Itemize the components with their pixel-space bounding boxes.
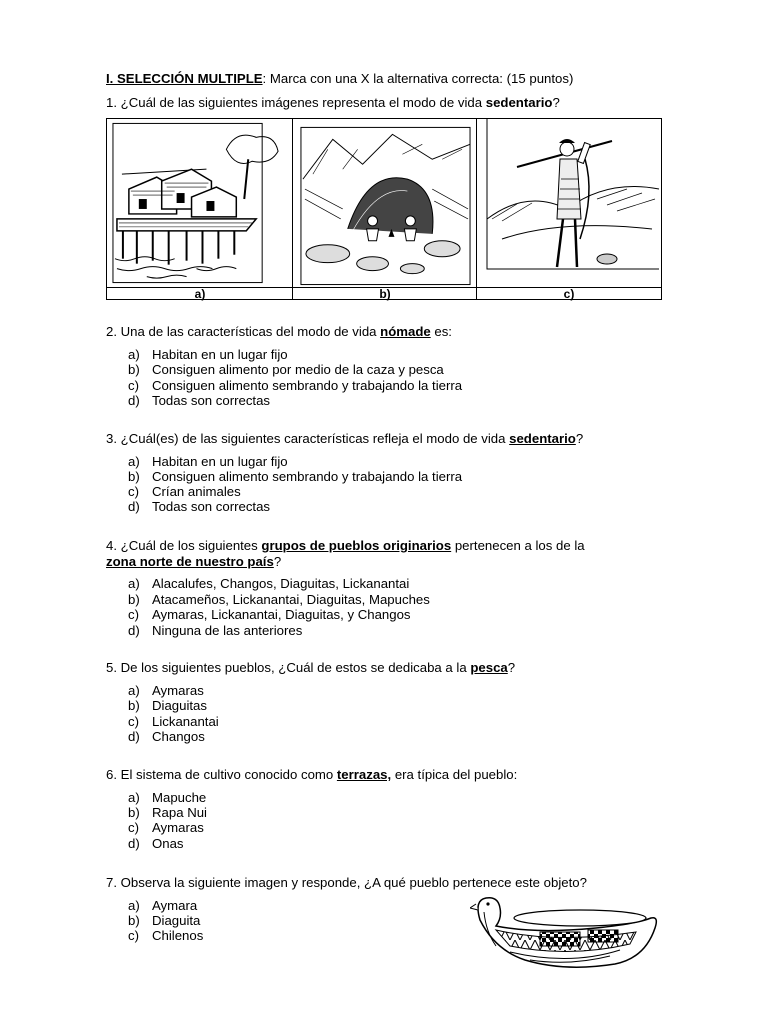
q7-option-a[interactable]: a) Aymara: [128, 898, 198, 913]
question-3-text: 3. ¿Cuál(es) de las siguientes características refleja el modo de vida: [106, 431, 510, 446]
question-4-text: 4. ¿Cuál de los siguientes: [106, 538, 262, 553]
image-labels-row: [107, 287, 661, 300]
q4-option-c[interactable]: c) Aymaras, Lickanantai, Diaguitas, y Changos: [128, 607, 411, 622]
section-instruction: : Marca con una X la alternativa correcta: (15 puntos): [262, 71, 574, 86]
q5-option-a[interactable]: a) Aymaras: [128, 683, 204, 698]
question-1: [106, 95, 560, 111]
image-option-a[interactable]: [107, 119, 293, 287]
column-divider: [292, 288, 293, 300]
question-2-suffix: es:: [430, 324, 452, 339]
q3-option-b[interactable]: b) Consiguen alimento sembrando y trabajando la tierra: [128, 469, 463, 484]
q4-option-a[interactable]: a) Alacalufes, Changos, Diaguitas, Lickanantai: [128, 576, 410, 591]
question-2-text: 2. Una de las características del modo de vida: [106, 324, 381, 339]
question-7: 7. Observa la siguiente imagen y responde, ¿A qué pueblo pertenece este objeto?: [106, 875, 587, 890]
q6-option-d[interactable]: d) Onas: [128, 836, 184, 851]
question-4-middle: pertenecen a los de la: [451, 538, 585, 553]
question-5-text: 5. De los siguientes pueblos, ¿Cuál de estos se dedicaba a la: [106, 660, 471, 675]
image-label-a: a): [194, 287, 206, 301]
duck-pottery-image: [470, 890, 660, 972]
column-divider: [476, 288, 477, 300]
image-option-c[interactable]: [477, 119, 661, 287]
question-6-keyword: terrazas,: [336, 767, 392, 782]
question-3: [106, 431, 583, 447]
q5-option-b[interactable]: b) Diaguitas: [128, 698, 207, 713]
section-title: I. SELECCIÓN MULTIPLE: [106, 71, 263, 86]
question-4-suffix: ?: [273, 554, 282, 569]
question-4-keyword-2: zona norte de nuestro país: [106, 554, 274, 569]
q6-option-a[interactable]: a) Mapuche: [128, 790, 207, 805]
question-5-keyword: pesca: [470, 660, 508, 675]
question-4: [106, 538, 585, 554]
stilt-houses-icon: [107, 119, 292, 287]
question-3-suffix: ?: [575, 431, 584, 446]
image-options-table: [106, 118, 662, 300]
question-2: [106, 324, 452, 340]
q7-option-c[interactable]: c) Chilenos: [128, 928, 204, 943]
question-5: [106, 660, 515, 676]
question-4-line-2: [106, 554, 281, 570]
section-header: [106, 71, 573, 87]
q3-option-c[interactable]: c) Crían animales: [128, 484, 241, 499]
question-4-keyword: grupos de pueblos originarios: [261, 538, 452, 553]
q2-option-c[interactable]: c) Consiguen alimento sembrando y trabajando la tierra: [128, 378, 463, 393]
q6-option-c[interactable]: c) Aymaras: [128, 820, 204, 835]
image-option-b[interactable]: [293, 119, 477, 287]
image-label-c: c): [563, 287, 575, 301]
question-1-keyword: sedentario: [485, 95, 553, 110]
question-2-keyword: nómade: [380, 324, 431, 339]
question-6-suffix: era típica del pueblo:: [391, 767, 518, 782]
q3-option-a[interactable]: a) Habitan en un lugar fijo: [128, 454, 288, 469]
q2-option-b[interactable]: b) Consiguen alimento por medio de la caza y pesca: [128, 362, 444, 377]
q4-option-d[interactable]: d) Ninguna de las anteriores: [128, 623, 303, 638]
question-1-suffix: ?: [552, 95, 560, 110]
cave-dwellers-icon: [293, 119, 476, 287]
q2-option-a[interactable]: a) Habitan en un lugar fijo: [128, 347, 288, 362]
q2-option-d[interactable]: d) Todas son correctas: [128, 393, 271, 408]
duck-pottery-icon: [470, 890, 660, 972]
question-6: [106, 767, 517, 783]
question-1-text: 1. ¿Cuál de las siguientes imágenes representa el modo de vida: [106, 95, 486, 110]
question-5-suffix: ?: [507, 660, 516, 675]
image-label-b: b): [379, 287, 391, 301]
question-3-keyword: sedentario: [509, 431, 576, 446]
hunter-icon: [477, 119, 661, 287]
question-6-text: 6. El sistema de cultivo conocido como: [106, 767, 337, 782]
q5-option-d[interactable]: d) Changos: [128, 729, 205, 744]
q6-option-b[interactable]: b) Rapa Nui: [128, 805, 207, 820]
q7-option-b[interactable]: b) Diaguita: [128, 913, 201, 928]
q5-option-c[interactable]: c) Lickanantai: [128, 714, 219, 729]
q4-option-b[interactable]: b) Atacameños, Lickanantai, Diaguitas, Mapuches: [128, 592, 430, 607]
q3-option-d[interactable]: d) Todas son correctas: [128, 499, 271, 514]
